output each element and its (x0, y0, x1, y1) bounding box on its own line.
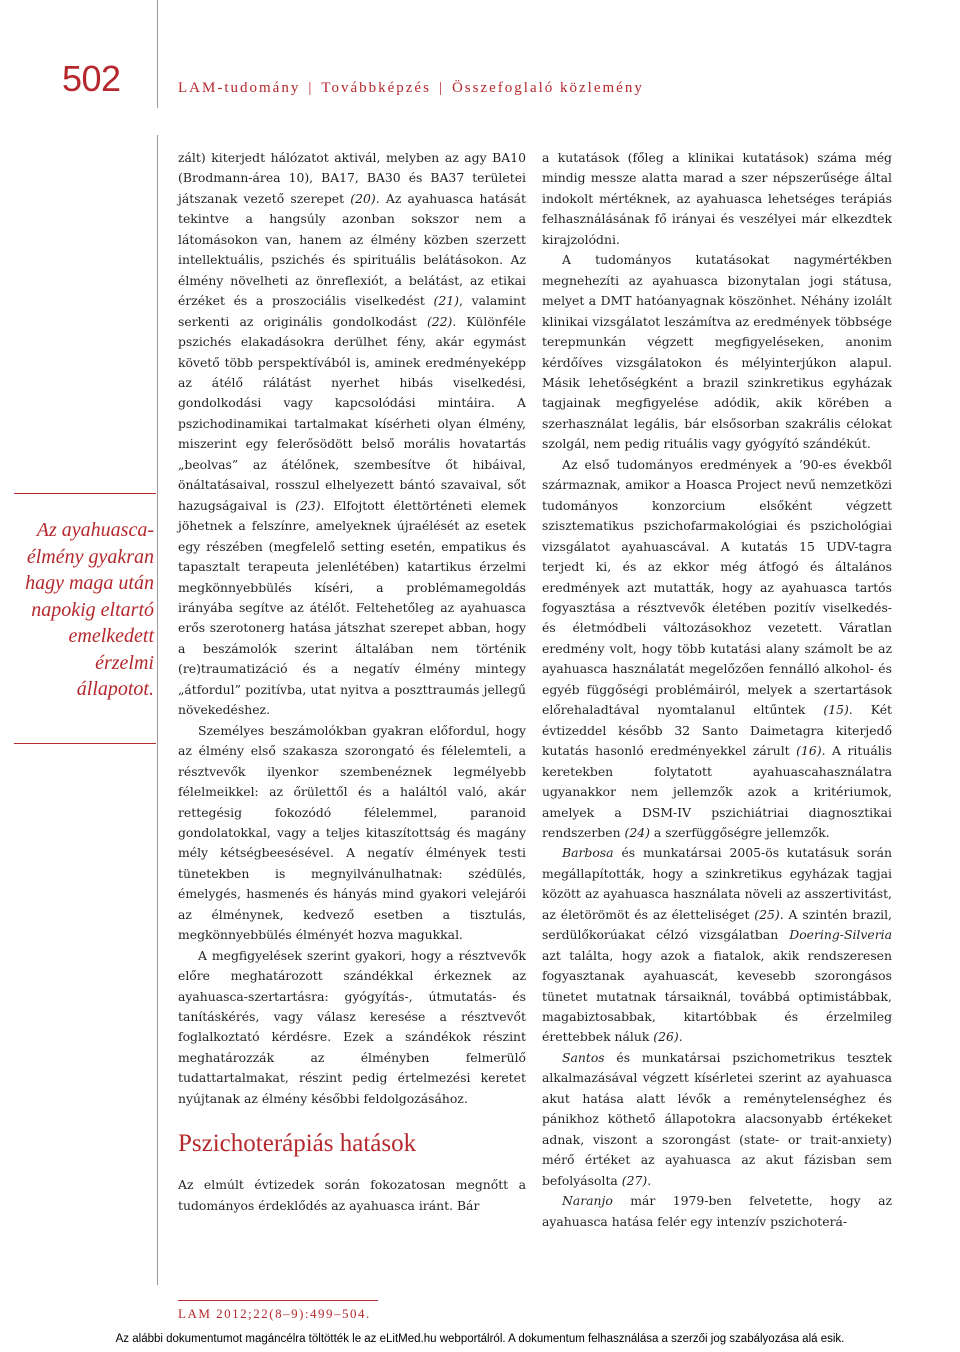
citation-ref: (21) (433, 293, 459, 309)
author-name: Barbosa (562, 845, 614, 861)
header-separator: | (308, 80, 314, 96)
section-heading: Pszichoterápiás hatások (178, 1130, 417, 1158)
download-notice: Az alábbi dokumentumot magáncélra töltötték le az eLitMed.hu webportálról. A dokumentum felhasználása a szerzői jog szabályozása alá esik. (115, 1333, 845, 1345)
citation-ref: (20) (350, 190, 376, 206)
author-name: Santos (562, 1049, 605, 1065)
journal-citation: LAM 2012;22(8–9):499–504. (178, 1306, 371, 1321)
running-header (178, 80, 644, 97)
citation-ref: (25) (754, 906, 780, 922)
citation-ref: (15) (823, 702, 849, 718)
header-section-3: Összefoglaló közlemény (451, 80, 644, 96)
paragraph: Az elmúlt évtizedek során fokozatosan megnőtt a tudományos érdeklődés az ayahuasca iránt. Bár (178, 1177, 526, 1213)
paragraph: a kutatások (főleg a klinikai kutatások) száma még mindig messze alatta marad a szer népszerűsége által indokolt mértéknek, az ayahuasca lehetséges terápiás felhasználásának fő irányai és veszélyei már elkezdtek kirajzolódni. (542, 150, 892, 247)
citation-ref: (26) (653, 1029, 679, 1045)
citation-ref: (16) (796, 743, 822, 759)
margin-divider (157, 135, 158, 1285)
text-column-left (178, 148, 526, 1216)
paragraph: Naranjo már 1979-ben felvetette, hogy az ayahuasca hatása felér egy intenzív pszichoterá- (542, 1193, 892, 1229)
footer-rule (178, 1300, 378, 1301)
author-name: Doering-Silveria (789, 927, 892, 943)
paragraph: Az első tudományos eredmények a ’90-es évekből származnak, amikor a Hoasca Project nevű nemzetközi tudományos konzorcium elsőként végzett szisztematikus pszichofarmakológiai és pszichológiai vizsgálatot ayahuascával. A kutatás 15 UDV-tagra terjedt ki, és az ekkor még átfogó és általános eredmények azt mutatták, hogy az ayahuasca tartós fogyasztása a résztvevők életében pozitív viselkedés- és életmódbeli változásokhoz vezetett. Váratlan eredmény volt, hogy több kutatási alany számolt be az ayahuasca használatát megelőzően fennálló alkohol- és egyéb függőségi problémáiról, melyek a szertartások előrehaladtával nyomtalanul eltűntek (15). Két évtizeddel később 32 Santo Daimetagra kiterjedő kutatás hasonló eredményekkel zárult (16). A rituális keretekben folytatott ayahuascahasználatra ugyanakkor nem jellemzők azok a kritériumok, amelyek a DSM-IV pszichiátriai diagnosztikai rendszerben (24) a szerfüggőségre jellemzők. (542, 456, 892, 840)
header-section-1: LAM-tudomány (178, 80, 301, 96)
paragraph: Személyes beszámolókban gyakran előfordul, hogy az élmény első szakasza szorongató és félelemteli, a résztvevők ilyenkor szembenéznek legmélyebb félelmeikkel: az őrülettől és a haláltól való, akár rettegésig fokozódó félelemmel, paranoid gondolatokkal, vagy a teljes kitaszítottság és magány mély kétségbeesésével. A negatív élmények testi tünetekben is megnyilvánulhatnak: szédülés, émelygés, hasmenés és hányás mind gyakori velejárói az élménynek, kedvező esetben a tisztulás, megkönnyebbülés élményét hozva magukkal. (178, 722, 526, 943)
author-name: Naranjo (562, 1193, 613, 1209)
paragraph: A megfigyelések szerint gyakori, hogy a résztvevők előre meghatározott szándékkal érkeznek az ayahuasca-szertartásra: gyógyítás-, útmutatás- és tanításkérés, vagy válasz keresése a résztvevőt foglalkoztató kérdésre. Ezek a szándékok részint meghatározzák az élményben felmerülő tudattartalmakat, részint pedig értelmezési keretet nyújtanak az élmény későbbi feldolgozásához. (178, 947, 526, 1106)
page-number: 502 (62, 58, 121, 99)
paragraph: A tudományos kutatásokat nagymértékben megnehezíti az ayahuasca bizonytalan jogi státusa, melyet a DMT hatóanyagnak köszönhet. Néhány izolált klinikai vizsgálatot leszámítva az eredmények többsége terepmunkán végzett megfigyeléseken, anonim kérdőíves vizsgálatokon és mélyinterjúkon alapul. Másik lehetőségként a brazil szinkretikus egyházak tagjainak megfigyelése adódik, akik körében a szerhasználat legális, bár elsősorban szakrális célokat szolgál, nem pedig rituális vagy gyógyító szándékút. (542, 252, 892, 452)
pull-quote-top-rule (14, 493, 156, 494)
citation-ref: (27) (621, 1172, 648, 1188)
citation-ref: (23) (295, 497, 321, 513)
header-separator: | (438, 80, 444, 96)
pull-quote-bottom-rule (14, 743, 156, 744)
paragraph: Barbosa és munkatársai 2005-ös kutatásuk során megállapították, hogy a szinkretikus egyházak tagjai között az ayahuasca használata növeli az asszertivitást, az életörömöt és az életteliséget (25). A szintén brazil, serdülőkorúakat célzó vizsgálatban Doering-Silveria azt találta, hogy azok a fiatalok, akik rendszeresen fogyasztanak ayahuascát, kevesebb szorongásos tünetet mutatnak társaiknál, továbbá optimistábbak, magabiztosabbak, kitartóbbak és érzelmileg érettebbek náluk (26). (542, 845, 892, 1045)
header-section-2: Továbbképzés (321, 80, 431, 96)
citation-ref: (22) (426, 313, 453, 329)
paragraph: Santos és munkatársai pszichometrikus tesztek alkalmazásával végzett kísérletei szerint az ayahuasca akut hatása alatt lévők a reménytelenséghez és pánikhoz köthető állapotokra alacsonyabb értékeket adnak, viszont a szorongást (state- or trait-anxiety) mérő értéket az ayahuasca az akut fázisban sem befolyásolta (27). (542, 1049, 892, 1188)
text-column-right (542, 148, 892, 1232)
pull-quote: Az ayahuascaélmény gyakran hagy maga után napokig eltartó emelkedett érzelmi állapotot. (25, 519, 154, 700)
paragraph: zált) kiterjedt hálózatot aktivál, melyben az agy BA10 (Brodmann-área 10), BA17, BA30 és BA37 területei játszanak vezető szerepet (20). Az ayahuasca hatását tekintve a hangsúly azonban sokszor nem a látomásokon van, hanem az élmény közben szerzett intellektuális, pszichés és spirituális belátásokon. Az élmény növelheti az önreflexiót, a belátást, az etikai érzéket és a proszociális viselkedést (21), valamint serkenti az originális gondolkodást (22). Különféle pszichés elakadásokra derülhet fény, akár egymást követő több perspektívából is, aminek eredményeképp az átélő rálátást nyerhet hibás viselkedési, gondolkodási vagy kapcsolódási mintáira. A pszichodinamikai tartalmakat kísérheti olyan élmény, miszerint egy felerősödött belső morális hovatartás „beolvas” az átélőnek, szembesítve őt hibáival, önáltatásaival, rosszul elhelyezett bántó szavaival, sőt hazugságaival is (23). Elfojtott élettörténeti elemek jöhetnek a felszínre, amelyeknek újraélését az esetek egy részében (megfelelő setting esetén, empatikus és tapasztalt terapeuta jelenlétében) katartikus érzelmi megkönnyebbülés kíséri, a problémamegoldás irányába segítve az átélőt. Feltehetőleg az ayahuasca erős szerotonerg hatása játszhat szerepet abban, hogy a beszámolók szerint általában nem történik (re)traumatizáció és a negatív élmény mintegy „átfordul” pozitívba, utat nyitva a poszttraumás jellegű növekedéshez. (178, 150, 526, 718)
header-divider (157, 0, 158, 108)
citation-ref: (24) (624, 824, 650, 840)
